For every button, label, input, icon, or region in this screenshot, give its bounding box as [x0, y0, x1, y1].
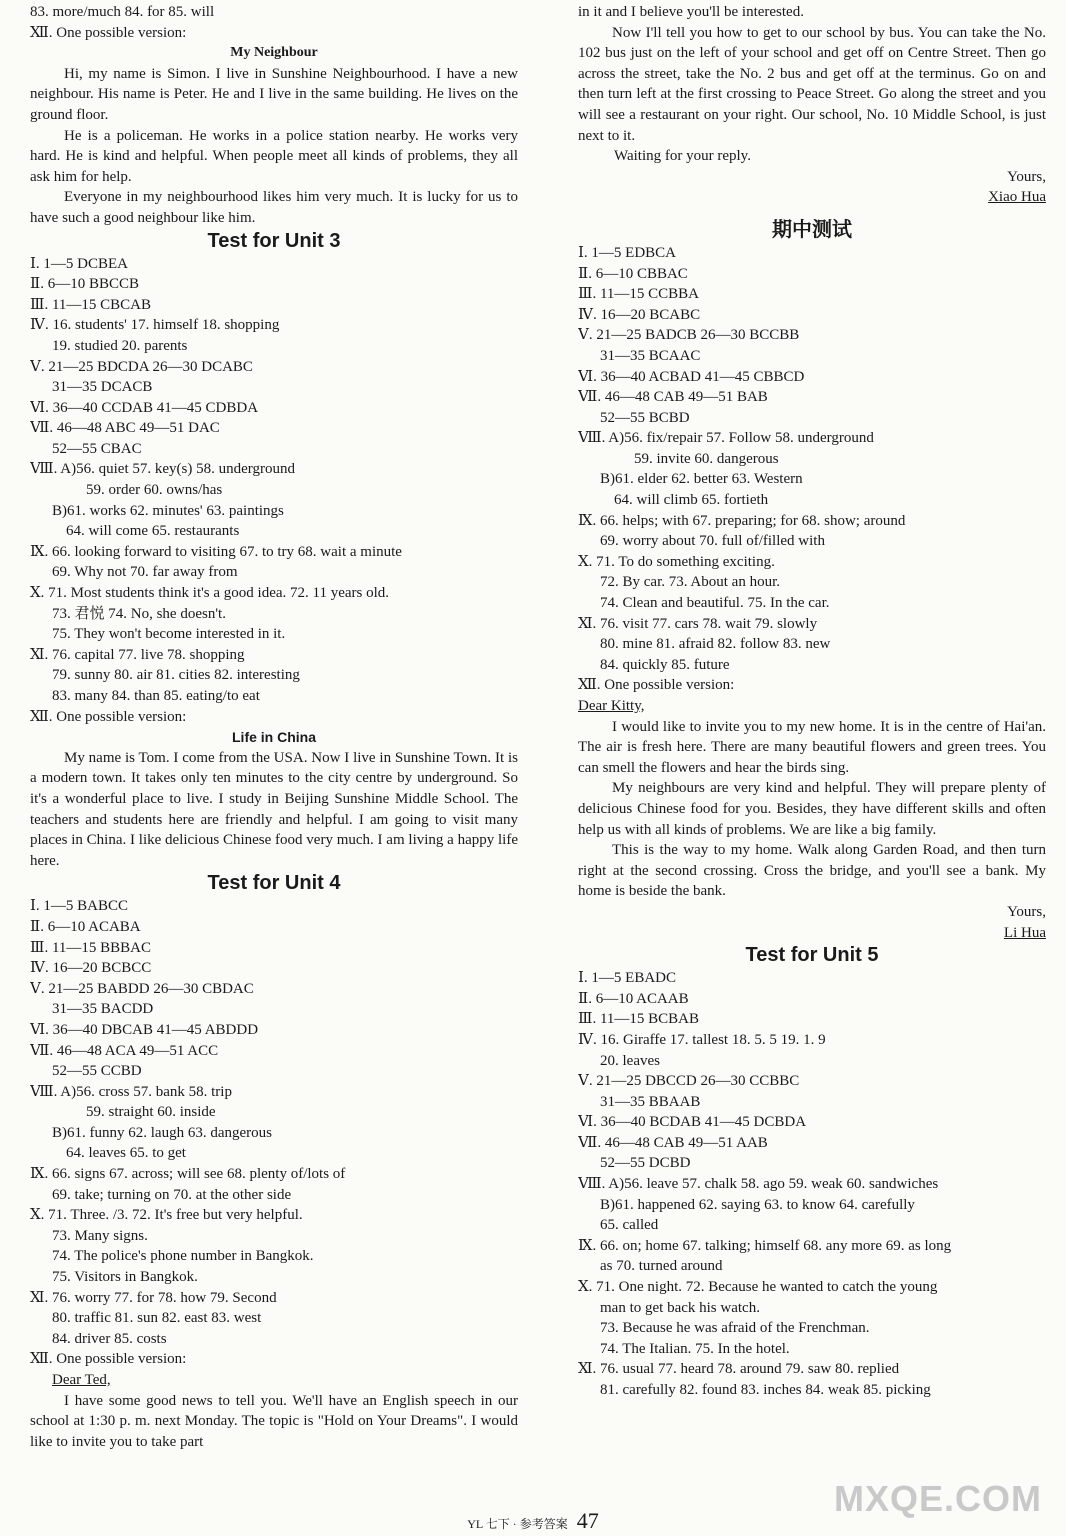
answer-line: B)61. elder 62. better 63. Western [600, 471, 803, 488]
answer-line: 52—55 BCBD [600, 409, 690, 426]
paragraph-text: This is the way to my home. Walk along Garden Road, and then turn right at the second crossing. Cross the bridge, and you'll see a bank. My home is beside the bank. [578, 842, 1046, 900]
paragraph-text: Hi, my name is Simon. I live in Sunshine Neighbourhood. I have a new neighbour. His name is Peter. He and I live in the same building. He lives on the ground floor. [30, 65, 518, 123]
answer-line: 69. Why not 70. far away from [52, 564, 238, 581]
answer-line: 64. will come 65. restaurants [66, 523, 240, 540]
greeting-text: Dear Ted, [52, 1372, 111, 1388]
answer-line: 52—55 DCBD [600, 1155, 691, 1172]
answer-line: 69. take; turning on 70. at the other side [52, 1186, 292, 1203]
answer-line: Ⅻ. One possible version: [30, 1351, 187, 1368]
answer-line: Ⅲ. 11—15 BBBAC [30, 939, 152, 956]
answer-line: Ⅺ. 76. visit 77. cars 78. wait 79. slowly [578, 615, 818, 632]
answer-line: Ⅺ. 76. usual 77. heard 78. around 79. saw 80. replied [578, 1361, 900, 1378]
section-title: Test for Unit 5 [745, 944, 879, 967]
answer-line: 81. carefully 82. found 83. inches 84. weak 85. picking [600, 1382, 931, 1398]
answer-line: Ⅳ. 16. students' 17. himself 18. shopping [30, 317, 280, 334]
answer-line: Ⅺ. 76. capital 77. live 78. shopping [30, 646, 245, 663]
answer-line: Ⅶ. 46—48 ABC 49—51 DAC [30, 420, 220, 437]
answer-line: 31—35 DCACB [52, 379, 153, 396]
answer-line [578, 696, 1046, 717]
footer-label: YL 七下 · 参考答案 [467, 1517, 568, 1531]
answer-line: Waiting for your reply. [614, 148, 751, 165]
answer-line: 73. Many signs. [52, 1227, 148, 1244]
section-title: Test for Unit 3 [207, 229, 341, 252]
answer-line: Ⅲ. 11—15 CCBBA [578, 286, 700, 303]
signature-line [578, 187, 1046, 208]
answer-line: in it and I believe you'll be interested. [578, 4, 804, 20]
essay-paragraph [578, 840, 1046, 902]
greeting-text: Dear Kitty, [578, 698, 645, 714]
answer-line: 59. order 60. owns/has [86, 482, 223, 499]
answer-line: B)61. funny 62. laugh 63. dangerous [52, 1124, 272, 1141]
answer-line: Ⅰ. 1—5 EBADC [578, 970, 677, 987]
answer-line: B)61. works 62. minutes' 63. paintings [52, 502, 284, 519]
answer-line: Ⅳ. 16—20 BCBCC [30, 960, 152, 977]
essay-paragraph [578, 23, 1046, 147]
essay-title: My Neighbour [230, 45, 318, 61]
answer-line: Ⅶ. 46—48 CAB 49—51 AAB [578, 1134, 768, 1151]
answer-line: Ⅶ. 46—48 CAB 49—51 BAB [578, 389, 768, 406]
answer-line: Ⅵ. 36—40 CCDAB 41—45 CDBDA [30, 399, 259, 416]
answer-line: 59. invite 60. dangerous [634, 450, 779, 467]
paragraph-text: He is a policeman. He works in a police station nearby. He works very hard. He is kind and helpful. When people meet all kinds of problems, they all ask him for help. [30, 127, 518, 185]
signature-text: Xiao Hua [988, 189, 1046, 206]
answer-line: 83. more/much 84. for 85. will [30, 4, 215, 20]
answer-line: 80. traffic 81. sun 82. east 83. west [52, 1310, 262, 1327]
answer-line: 31—35 BACDD [52, 1001, 154, 1018]
answer-line: Ⅺ. 76. worry 77. for 78. how 79. Second [30, 1289, 277, 1306]
answer-line: Ⅱ. 6—10 CBBAC [578, 265, 688, 282]
answer-line: 84. quickly 85. future [600, 656, 730, 673]
answer-line: Ⅰ. 1—5 EDBCA [578, 244, 677, 261]
answer-line: 74. The police's phone number in Bangkok. [52, 1248, 314, 1265]
answer-line: Ⅲ. 11—15 CBCAB [30, 296, 152, 313]
answer-line: 73. 君悦 74. No, she doesn't. [52, 605, 226, 622]
answer-line: Ⅵ. 36—40 DBCAB 41—45 ABDDD [30, 1021, 259, 1038]
signature-text: Yours, [1007, 168, 1046, 185]
answer-line: 80. mine 81. afraid 82. follow 83. new [600, 636, 831, 653]
answer-line: 75. Visitors in Bangkok. [52, 1269, 198, 1286]
answer-line: Ⅻ. One possible version: [578, 677, 735, 694]
answer-line: Ⅸ. 66. signs 67. across; will see 68. plenty of/lots of [30, 1166, 346, 1183]
answer-line: Ⅰ. 1—5 BABCC [30, 898, 129, 915]
paragraph-text: My name is Tom. I come from the USA. Now I live in Sunshine Town. It is a modern town. It takes only ten minutes to the city centre by underground. So it's a wonderful place to live. I study in Beijing Sunshine Middle School. The teachers and students here are friendly and helpful. I am going to visit many places in China. I like delicious Chinese food very much. I am living a happy life here. [30, 749, 518, 869]
answer-line: Ⅸ. 66. looking forward to visiting 67. to try 68. wait a minute [30, 543, 402, 560]
answer-line: 79. sunny 80. air 81. cities 82. interesting [52, 667, 300, 684]
paragraph-text: I would like to invite you to my new home. It is in the centre of Hai'an. The air is fresh here. There are many beautiful flowers and green trees. You can smell the flowers and hear the birds sing. [578, 718, 1046, 776]
answer-line: 64. will climb 65. fortieth [614, 492, 769, 509]
answer-line: 74. Clean and beautiful. 75. In the car. [600, 595, 830, 612]
answer-line: 31—35 BCAAC [600, 347, 701, 364]
answer-line: 64. leaves 65. to get [66, 1145, 186, 1162]
section-title: 期中测试 [772, 218, 852, 241]
answer-line: 31—35 BBAAB [600, 1093, 701, 1110]
answer-line: Ⅹ. 71. Most students think it's a good idea. 72. 11 years old. [30, 585, 390, 602]
section-title: Test for Unit 4 [207, 872, 341, 895]
answer-line: Ⅴ. 21—25 BADCB 26—30 BCCBB [578, 327, 800, 344]
essay-paragraph [30, 1391, 518, 1453]
answer-line: Ⅱ. 6—10 ACABA [30, 918, 141, 935]
essay-paragraph [30, 748, 518, 872]
signature-line [578, 902, 1046, 923]
answer-line: Ⅷ. A)56. quiet 57. key(s) 58. underground [30, 461, 295, 478]
answer-line: Ⅴ. 21—25 DBCCD 26—30 CCBBC [578, 1073, 800, 1090]
answer-line: Ⅱ. 6—10 BBCCB [30, 276, 139, 293]
answer-line: 73. Because he was afraid of the Frenchman. [600, 1320, 870, 1337]
answer-line: 75. They won't become interested in it. [52, 626, 286, 643]
page-number: 47 [576, 1508, 599, 1533]
answer-line: Ⅰ. 1—5 DCBEA [30, 255, 129, 272]
answer-line: as 70. turned around [600, 1258, 723, 1275]
paragraph-text: My neighbours are very kind and helpful. They will prepare plenty of delicious Chinese food for you. Besides, they have different skills and often help us with all kinds of problems. We are like a big family. [578, 780, 1046, 838]
answer-line: 74. The Italian. 75. In the hotel. [600, 1340, 790, 1357]
answer-line: B)61. happened 62. saying 63. to know 64. carefully [600, 1196, 915, 1213]
answer-line: Ⅸ. 66. on; home 67. talking; himself 68. any more 69. as long [578, 1237, 952, 1254]
paragraph-text: I have some good news to tell you. We'll have an English speech in our school at 1:30 p. m. next Monday. The topic is "Hold on Your Dreams". I would like to invite you to take part [30, 1392, 518, 1450]
answer-line: 20. leaves [600, 1052, 660, 1069]
paragraph-text: Now I'll tell you how to get to our school by bus. You can take the No. 102 bus just on the left of your school and get off on Centre Street. Then go across the street, take the No. 2 bus and get off at the terminus. Go on and then turn left at the first crossing to Peace Street. Go along the street and you will see a restaurant on your right. Our school, No. 10 Middle School, is just next to it. [578, 24, 1046, 144]
answer-line: 72. By car. 73. About an hour. [600, 574, 780, 591]
answer-line: 83. many 84. than 85. eating/to eat [52, 688, 260, 704]
essay-title: Life in China [232, 729, 316, 746]
answer-line: 65. called [600, 1217, 659, 1234]
paragraph-text: Everyone in my neighbourhood likes him very much. It is lucky for us to have such a good neighbour like him. [30, 189, 518, 226]
answer-line: Ⅳ. 16. Giraffe 17. tallest 18. 5. 5 19. 1. 9 [578, 1031, 826, 1048]
answer-line: Ⅱ. 6—10 ACAAB [578, 990, 689, 1007]
answer-line: 84. driver 85. costs [52, 1330, 167, 1347]
answer-line [30, 1370, 518, 1391]
signature-text: Li Hua [1003, 924, 1046, 941]
answer-line: Ⅵ. 36—40 ACBAD 41—45 CBBCD [578, 368, 805, 385]
left-column [30, 2, 518, 1452]
answer-line: Ⅶ. 46—48 ACA 49—51 ACC [30, 1042, 219, 1059]
answer-line: 52—55 CBAC [52, 440, 142, 457]
answer-line: Ⅳ. 16—20 BCABC [578, 306, 701, 323]
answer-line: man to get back his watch. [600, 1299, 760, 1316]
essay-paragraph [578, 717, 1046, 779]
spacer [578, 208, 1046, 218]
answer-line: Ⅴ. 21—25 BDCDA 26—30 DCABC [30, 358, 253, 375]
answer-line: Ⅻ. One possible version: [30, 708, 187, 725]
answer-line: Ⅹ. 71. One night. 72. Because he wanted to catch the young [578, 1279, 938, 1296]
essay-paragraph [30, 64, 518, 126]
essay-paragraph [30, 126, 518, 188]
signature-line [578, 923, 1046, 944]
signature-line [578, 167, 1046, 188]
essay-paragraph [30, 187, 518, 228]
answer-line: Ⅷ. A)56. leave 57. chalk 58. ago 59. weak 60. sandwiches [578, 1176, 939, 1193]
answer-line: Ⅴ. 21—25 BABDD 26—30 CBDAC [30, 980, 254, 997]
answer-line: Ⅹ. 71. Three. /3. 72. It's free but very helpful. [30, 1207, 303, 1224]
answer-line: 69. worry about 70. full of/filled with [600, 533, 825, 550]
right-column [578, 2, 1046, 1401]
answer-line: 19. studied 20. parents [52, 337, 188, 354]
answer-line: Ⅸ. 66. helps; with 67. preparing; for 68. show; around [578, 512, 906, 529]
answer-line: Ⅲ. 11—15 BCBAB [578, 1011, 700, 1028]
essay-paragraph [578, 778, 1046, 840]
answer-line: Ⅷ. A)56. fix/repair 57. Follow 58. underground [578, 430, 874, 447]
signature-text: Yours, [1007, 903, 1046, 920]
answer-line: Ⅷ. A)56. cross 57. bank 58. trip [30, 1083, 232, 1100]
watermark-logo: MXQE.COM [833, 1478, 1042, 1519]
answer-line: 52—55 CCBD [52, 1063, 142, 1080]
answer-line: 59. straight 60. inside [86, 1104, 216, 1121]
answer-line: Ⅹ. 71. To do something exciting. [578, 553, 775, 570]
answer-line: Ⅵ. 36—40 BCDAB 41—45 DCBDA [578, 1114, 807, 1131]
answer-line: Ⅻ. One possible version: [30, 24, 187, 41]
